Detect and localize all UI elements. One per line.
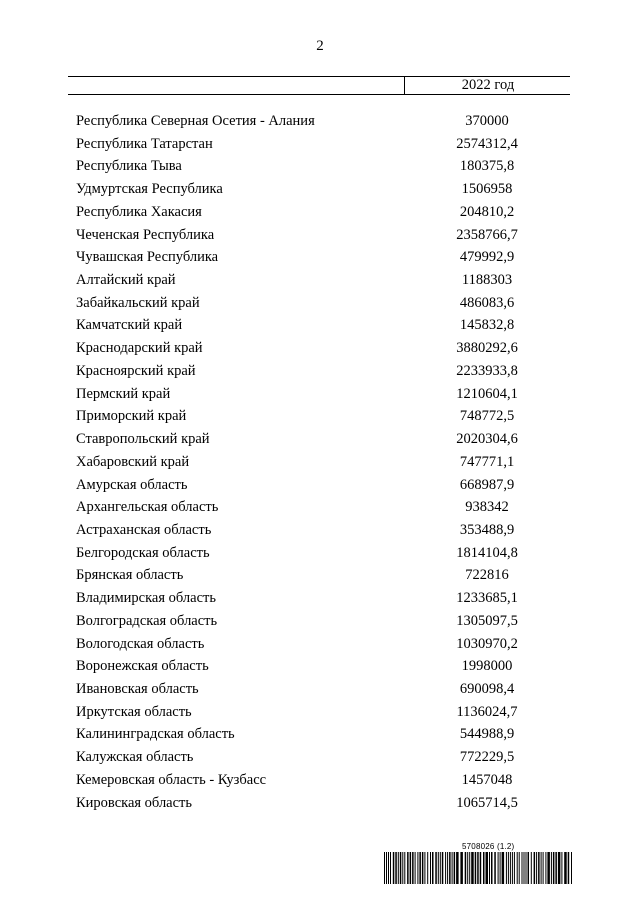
region-name: Белгородская область [76,544,210,561]
region-name: Краснодарский край [76,340,203,357]
table-body [76,110,576,814]
region-value: 1457048 [461,771,513,788]
region-name: Забайкальский край [76,294,200,311]
region-value: 722816 [465,567,509,584]
region-value: 668987,9 [459,476,515,493]
region-value: 2358766,7 [456,226,518,243]
table-row [76,155,576,178]
region-name: Республика Северная Осетия - Алания [76,113,315,129]
table-row [76,633,576,656]
region-value: 1030970,2 [456,635,518,652]
region-name: Удмуртская Республика [76,181,223,198]
table-row [76,474,576,497]
region-name: Амурская область [76,476,188,493]
region-value: 748772,5 [459,408,515,425]
table-row [76,792,576,815]
region-value: 180375,8 [459,158,515,175]
region-value: 204810,2 [459,203,515,220]
table-row [76,655,576,678]
page-number: 2 [316,38,324,54]
region-value: 690098,4 [459,680,515,697]
region-value: 772229,5 [459,749,515,766]
region-value: 486083,6 [459,294,515,311]
region-value: 3880292,6 [456,340,518,357]
table-row [76,564,576,587]
region-name: Хабаровский край [76,453,190,470]
barcode-image [384,852,572,884]
table-row [76,314,576,337]
table-row [76,746,576,769]
barcode-label: 5708026 (1.2) [462,842,515,851]
region-name: Архангельская область [76,499,219,516]
region-value: 479992,9 [459,249,515,266]
region-name: Калининградская область [76,726,235,743]
region-value: 1814104,8 [456,544,518,561]
region-name: Ставропольский край [76,431,210,448]
table-row [76,678,576,701]
table-row [76,519,576,542]
region-name: Республика Татарстан [76,135,213,152]
region-value: 1998000 [461,658,513,675]
region-value: 938342 [465,499,509,516]
region-value: 1233685,1 [456,590,518,607]
table-row [76,178,576,201]
table-row [76,224,576,247]
region-name: Приморский край [76,408,187,425]
region-name: Камчатский край [76,317,183,334]
table-row [76,133,576,156]
region-name: Республика Тыва [76,158,182,175]
region-name: Кировская область [76,794,193,811]
table-row [76,587,576,610]
region-name: Волгоградская область [76,612,218,629]
table-row [76,246,576,269]
table-row [76,292,576,315]
region-name: Чувашская Республика [76,249,219,266]
region-name: Красноярский край [76,362,196,379]
region-name: Пермский край [76,385,171,402]
table-row [76,496,576,519]
region-name: Чеченская Республика [76,226,215,243]
region-value: 1210604,1 [456,385,518,402]
region-name: Воронежская область [76,658,209,675]
region-name: Кемеровская область - Кузбасс [76,771,267,788]
table-row [76,337,576,360]
region-name: Иркутская область [76,703,192,720]
region-value: 370000 [465,113,509,129]
region-value: 2233933,8 [456,362,518,379]
table-row [76,201,576,224]
table-header-bottom-rule [68,94,570,95]
region-name: Ивановская область [76,680,199,697]
region-value: 145832,8 [459,317,515,334]
table-row [76,110,576,133]
region-value: 353488,9 [459,521,515,538]
region-value: 1136024,7 [456,703,518,720]
region-value: 1506958 [461,181,513,198]
table-row [76,269,576,292]
region-value: 2574312,4 [456,135,518,152]
region-value: 1065714,5 [456,794,518,811]
table-row [76,723,576,746]
table-row [76,405,576,428]
region-value: 2020304,6 [456,431,518,448]
table-row [76,542,576,565]
region-name: Брянская область [76,567,184,584]
table-row [76,451,576,474]
table-row [76,383,576,406]
column-header-year: 2022 год [461,77,515,93]
region-value: 1188303 [461,272,513,289]
region-value: 747771,1 [459,453,515,470]
table-row [76,360,576,383]
region-value: 1305097,5 [456,612,518,629]
region-value: 544988,9 [459,726,515,743]
region-name: Республика Хакасия [76,203,202,220]
region-name: Владимирская область [76,590,216,607]
region-name: Калужская область [76,749,194,766]
region-name: Астраханская область [76,521,212,538]
table-row [76,701,576,724]
table-row [76,610,576,633]
table-row [76,769,576,792]
region-name: Вологодская область [76,635,205,652]
region-name: Алтайский край [76,272,176,289]
table-row [76,428,576,451]
